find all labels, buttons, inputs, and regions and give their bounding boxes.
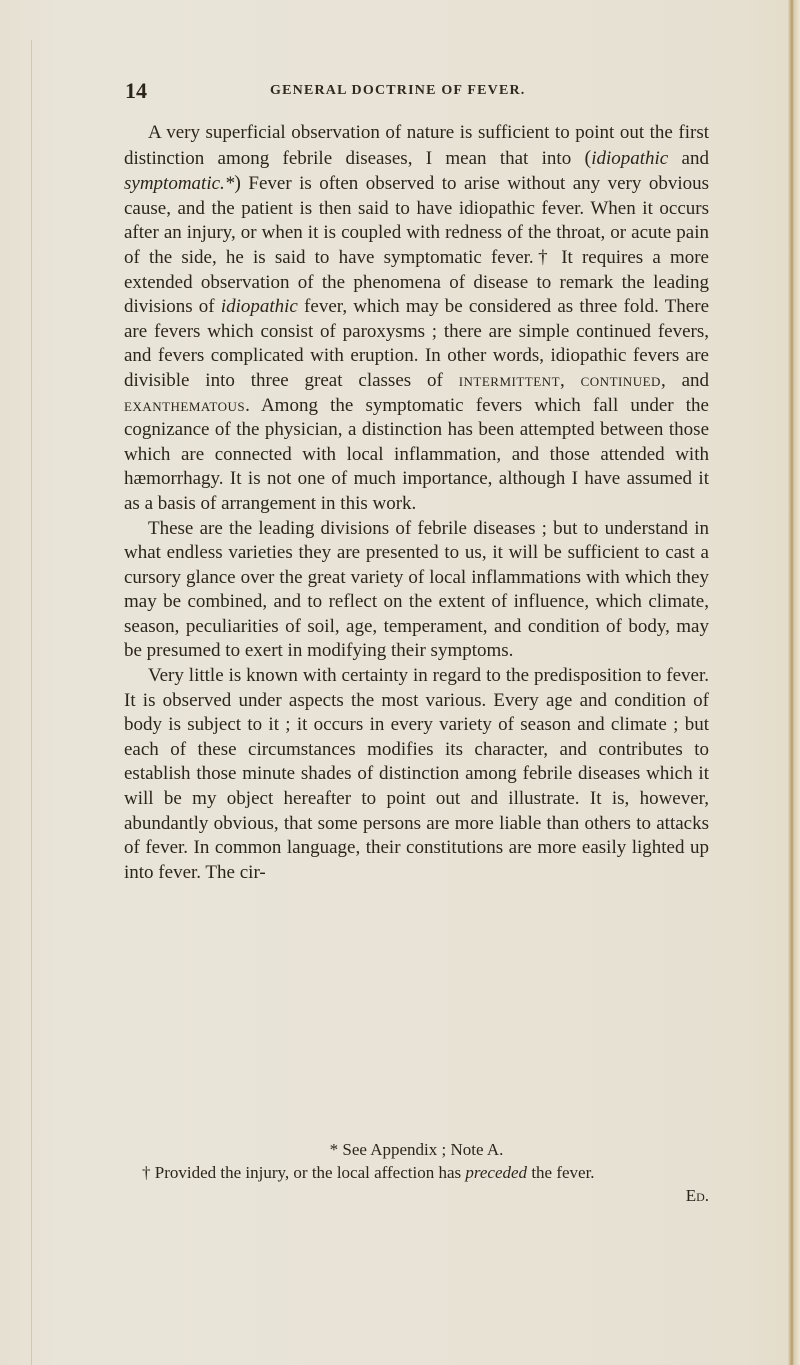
class-intermittent: intermittent bbox=[458, 369, 561, 391]
text-span: † Provided the injury, or the local affection has bbox=[142, 1163, 466, 1182]
editor-signature: Ed. bbox=[685, 1186, 709, 1205]
term-symptomatic: symptomatic.* bbox=[124, 173, 235, 195]
class-exanthematous: exanthematous bbox=[124, 394, 246, 416]
footnotes bbox=[124, 1138, 709, 1207]
footnote-2 bbox=[124, 1161, 709, 1184]
running-head: GENERAL DOCTRINE OF FEVER. bbox=[270, 83, 526, 98]
text-span: A very superficial observation of nature is sufficient to point out the first distinction among febrile diseases, I mean that into bbox=[124, 122, 709, 169]
bracket-close: ) bbox=[234, 172, 241, 195]
text-span: , bbox=[560, 369, 581, 391]
page-header bbox=[125, 78, 710, 108]
paragraph-1 bbox=[124, 121, 709, 517]
emphasis: preceded bbox=[465, 1163, 528, 1182]
text-span: , and bbox=[660, 369, 709, 391]
paragraph-2: These are the leading divisions of febrile diseases ; but to understand in what endless varieties they are presented to us, it will be sufficient to cast a cursory glance over the great variety of local inflammations with which they may be combined, and to reflect on the extent of influence, which climate, season, peculiarities of soil, age, temperament, and condition of body, may be presumed to exert in modifying their symptoms. bbox=[124, 517, 709, 662]
text-span: fever, which may be considered as three fold. There are fevers which consist of paroxysms ; there are simple continued fevers, and fevers complicated with eruption. In other words, idiopathic fevers are divisible into three great classes of bbox=[124, 296, 709, 391]
book-edge bbox=[788, 0, 800, 1365]
term-idiopathic: idiopathic bbox=[591, 147, 669, 169]
page-number: 14 bbox=[125, 78, 147, 103]
footnote-1: * See Appendix ; Note A. bbox=[329, 1140, 504, 1159]
body-text bbox=[124, 121, 709, 885]
text-span: the fever. bbox=[527, 1163, 595, 1182]
paragraph-3: Very little is known with certainty in regard to the predisposition to fever. It is observed under aspects the most various. Every age and condition of body is subject to it ; it occurs in every variety of season and climate ; but each of these circumstances modifies its character, and contributes to establish those minute shades of distinction among febrile diseases which it will be my object hereafter to point out and illustrate. It is, however, abundantly obvious, that some persons are more liable than others to attacks of fever. In common language, their constitutions are more easily lighted up into fever. The cir- bbox=[124, 665, 709, 883]
bracket-open: ( bbox=[584, 146, 592, 169]
term-idiopathic-2: idiopathic bbox=[220, 296, 298, 318]
page-crease bbox=[31, 40, 32, 1365]
text-span: Fever is often observed to arise without any very obvious cause, and the patient is then said to have idiopathic fever. When it occurs after an injury, or when it is coupled with redness of the throat, or acute pain of the side, he is said to have symptomatic fever.† It requires a more extended observation of the phenomena of disease to remark the leading divisions of bbox=[124, 173, 709, 318]
class-continued: continued bbox=[580, 369, 661, 391]
text-span: . Among the symptomatic fevers which fall under the cognizance of the physician, a distinction has been attempted between those which are connected with local inflammation, and those attended with hæmorrhagy. It is not one of much importance, although I have assumed it as a basis of arrangement in this work. bbox=[124, 394, 709, 514]
text-span: and bbox=[668, 147, 709, 169]
